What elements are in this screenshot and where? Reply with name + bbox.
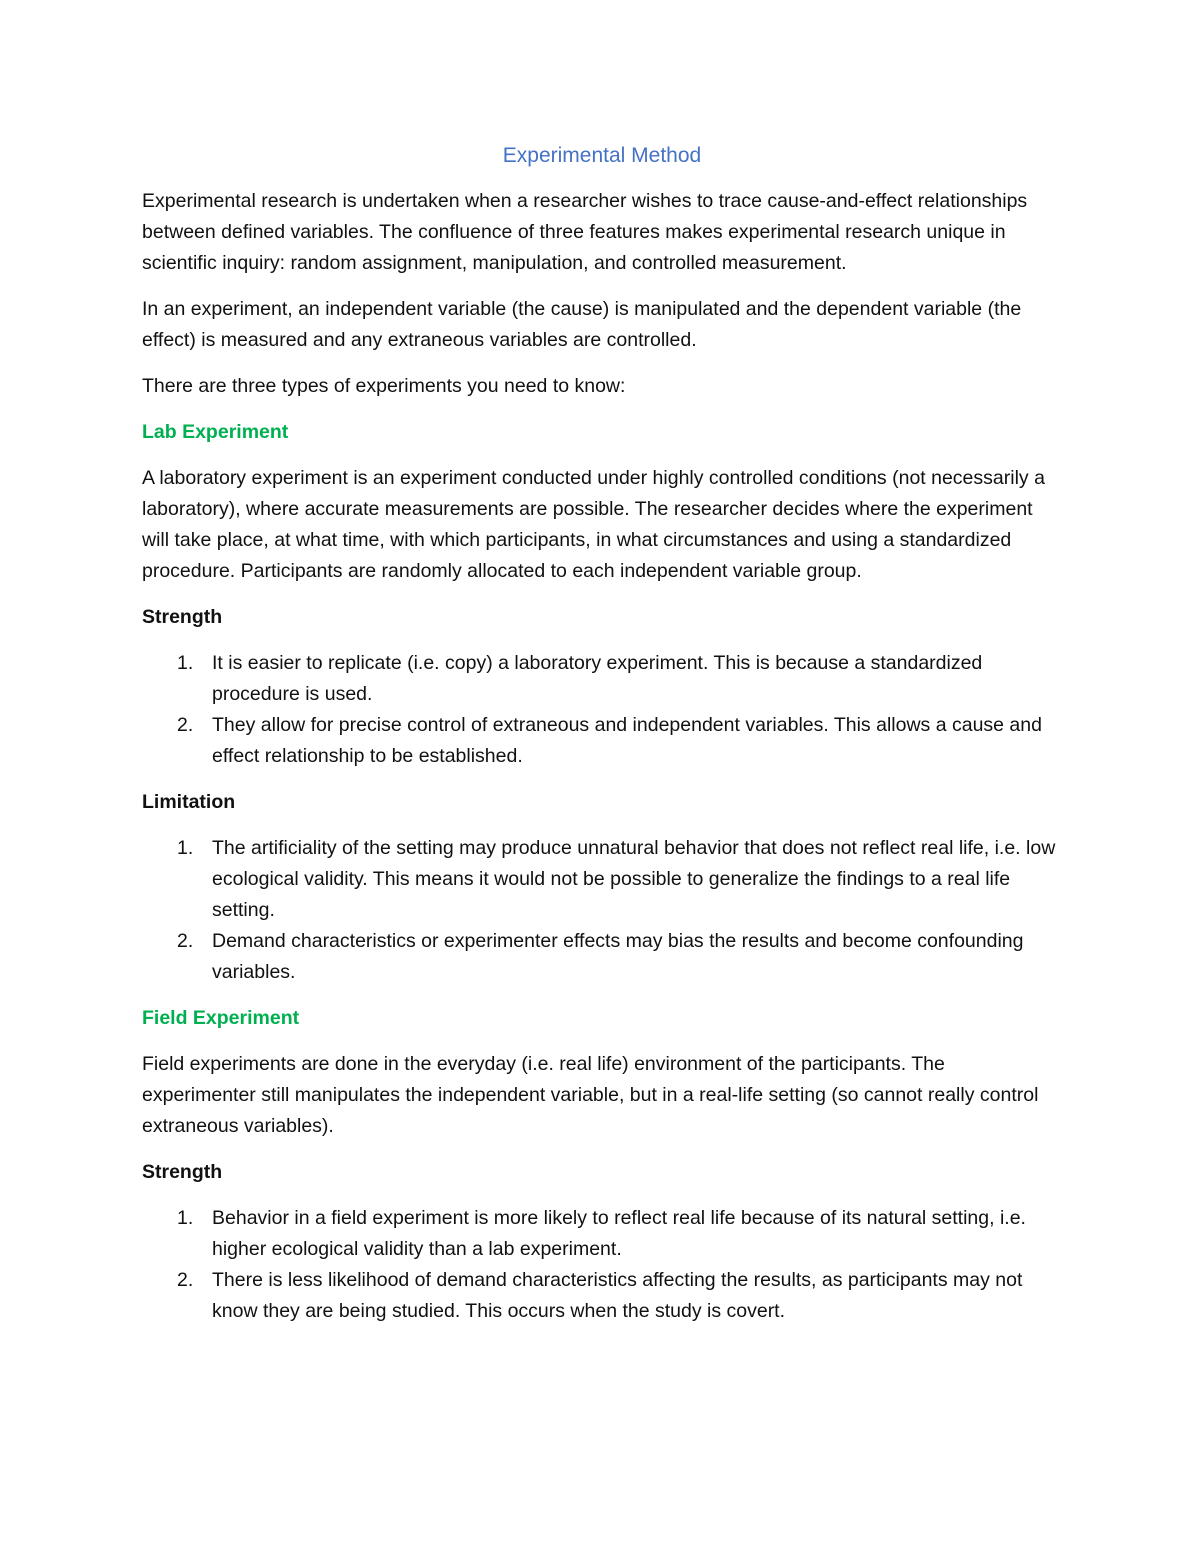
field-strength-list [142, 1203, 1062, 1327]
list-item [142, 926, 1062, 988]
list-number: 2. [177, 714, 194, 736]
list-number: 1. [177, 1207, 194, 1229]
intro-paragraph-3: There are three types of experiments you need to know: [142, 375, 626, 397]
field-strength-heading: Strength [142, 1161, 223, 1183]
list-item-text: The artificiality of the setting may produce unnatural behavior that does not reflect real life, i.e. low ecological validity. This means it would not be possible to generalize the findings to a real life setting. [212, 837, 1056, 921]
document-body [142, 140, 1062, 1342]
list-item-text: It is easier to replicate (i.e. copy) a laboratory experiment. This is because a standardized procedure is used. [212, 652, 983, 705]
list-item [142, 833, 1062, 926]
lab-strength-list [142, 648, 1062, 772]
list-item [142, 1265, 1062, 1327]
document-title: Experimental Method [502, 144, 702, 167]
list-item-text: Demand characteristics or experimenter effects may bias the results and become confounding variables. [212, 930, 1024, 983]
list-item-text: They allow for precise control of extraneous and independent variables. This allows a cause and effect relationship to be established. [212, 714, 1042, 767]
field-experiment-heading: Field Experiment [142, 1007, 300, 1029]
list-item [142, 648, 1062, 710]
lab-limitation-list [142, 833, 1062, 988]
list-number: 1. [177, 652, 194, 674]
list-item-text: Behavior in a field experiment is more likely to reflect real life because of its natural setting, i.e. higher ecological validity than a lab experiment. [212, 1207, 1026, 1260]
intro-paragraph-2: In an experiment, an independent variable (the cause) is manipulated and the dependent variable (the effect) is measured and any extraneous variables are controlled. [142, 298, 1022, 351]
lab-experiment-heading: Lab Experiment [142, 421, 289, 443]
list-item-text: There is less likelihood of demand characteristics affecting the results, as participants may not know they are being studied. This occurs when the study is covert. [212, 1269, 1023, 1322]
lab-experiment-paragraph: A laboratory experiment is an experiment conducted under highly controlled conditions (not necessarily a laboratory), where accurate measurements are possible. The researcher decides where the experiment will take place, at what time, with which participants, in what circumstances and using a standardized procedure. Participants are randomly allocated to each independent variable group. [142, 467, 1045, 582]
list-number: 2. [177, 930, 194, 952]
field-experiment-paragraph: Field experiments are done in the everyday (i.e. real life) environment of the participants. The experimenter still manipulates the independent variable, but in a real-life setting (so cannot really control extraneous variables). [142, 1053, 1039, 1137]
lab-strength-heading: Strength [142, 606, 223, 628]
list-item [142, 710, 1062, 772]
lab-limitation-heading: Limitation [142, 791, 236, 813]
list-item [142, 1203, 1062, 1265]
list-number: 1. [177, 837, 194, 859]
intro-paragraph-1: Experimental research is undertaken when a researcher wishes to trace cause-and-effect relationships between defined variables. The confluence of three features makes experimental research unique in scientific inquiry: random assignment, manipulation, and controlled measurement. [142, 190, 1028, 274]
list-number: 2. [177, 1269, 194, 1291]
